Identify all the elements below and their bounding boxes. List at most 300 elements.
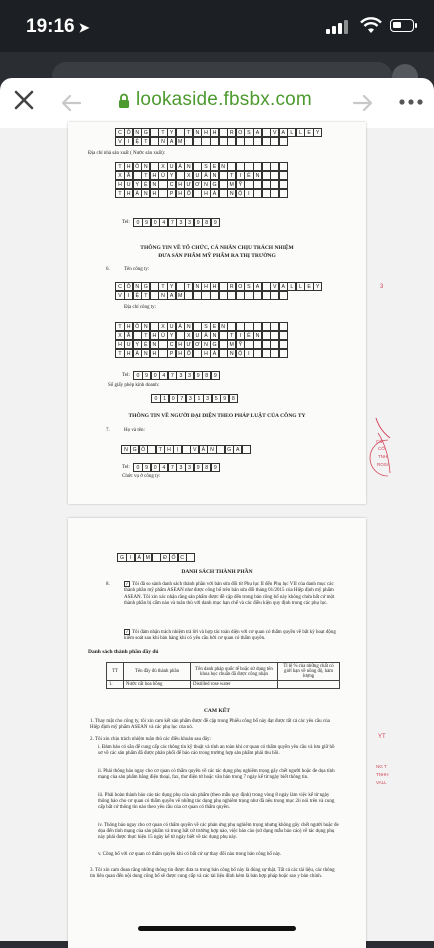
char-box: 7 xyxy=(168,218,177,227)
char-box: Ệ xyxy=(141,180,150,189)
char-box: H xyxy=(115,180,124,189)
char-box: 9 xyxy=(220,394,229,403)
char-box: N xyxy=(133,282,142,291)
char-box: X xyxy=(158,322,167,331)
char-box: G xyxy=(117,553,126,562)
char-box: Y xyxy=(313,128,322,137)
char-box: G xyxy=(130,445,139,454)
char-box: Ơ xyxy=(193,180,202,189)
char-box xyxy=(279,331,288,340)
table-cell: Nước cất hoa hồng xyxy=(124,681,191,689)
browser-toolbar xyxy=(0,78,434,128)
char-box: M xyxy=(227,340,236,349)
char-box: X xyxy=(158,162,167,171)
char-box: M xyxy=(176,291,185,300)
char-box: Y xyxy=(167,171,176,180)
char-box: Y xyxy=(167,128,176,137)
char-box: 9 xyxy=(211,371,220,380)
item-number: 8. xyxy=(106,582,110,587)
char-box: 8 xyxy=(202,463,211,472)
status-bar xyxy=(0,0,434,52)
char-box: Y xyxy=(133,340,142,349)
commitment-1: 1. Thay mặt cho công ty, tôi xin cam kết sản phẩm được đề cập trong Phiếu công bố này đạt được tất cả các yêu cầu của Hiệp định mỹ phẩm ASEAN và các phụ lục của nó. xyxy=(90,719,330,731)
manufacturer-address-label: Địa chỉ nhà sản xuất ( Nước sản xuất): xyxy=(88,151,165,156)
char-box: N xyxy=(219,322,228,331)
table-header: TT xyxy=(107,663,124,681)
char-box: T xyxy=(141,331,150,340)
char-box: I xyxy=(236,331,245,340)
char-box: H xyxy=(176,180,185,189)
char-box: L xyxy=(287,282,296,291)
char-box: A xyxy=(279,282,288,291)
char-box: S xyxy=(201,162,210,171)
box-row xyxy=(116,137,288,146)
char-box: Ệ xyxy=(133,137,142,146)
char-box: 3 xyxy=(176,463,185,472)
item-number: 7. xyxy=(106,428,110,433)
position-label: Chức vụ ở công ty: xyxy=(122,474,161,479)
char-box: A xyxy=(167,291,176,300)
name-label: Họ và tên: xyxy=(124,428,145,433)
char-box: H xyxy=(201,282,210,291)
table-header: Tỉ lệ % của những chất có giới hạn về nồng độ, hàm lượng xyxy=(278,663,340,681)
char-box: C xyxy=(167,180,176,189)
char-box: Â xyxy=(201,331,210,340)
char-box: Y xyxy=(133,180,142,189)
char-box: V xyxy=(190,445,199,454)
char-box: L xyxy=(287,128,296,137)
char-box xyxy=(279,162,288,171)
forward-arrow-icon[interactable] xyxy=(352,92,374,114)
char-box: N xyxy=(158,137,167,146)
char-box: H xyxy=(150,171,159,180)
char-box: Ơ xyxy=(193,340,202,349)
char-box: 9 xyxy=(211,463,220,472)
full-list-label: Danh sách thành phần đầy đủ xyxy=(88,649,159,655)
box-row xyxy=(116,291,288,300)
char-box: G xyxy=(210,180,219,189)
char-box: X xyxy=(184,331,193,340)
commitment-2-i: i. Đảm bảo có sẵn để cung cấp các thông tin kỹ thuật và tính an toàn khi cơ quan có thẩm quyền yêu cầu và lưu giữ hồ sơ về các sản phẩm đã được phân phối để báo cáo trong trường hợp sản phẩm phải thu hồi. xyxy=(98,745,335,757)
document-viewer[interactable] xyxy=(0,128,434,941)
char-box: H xyxy=(201,189,210,198)
box-row xyxy=(116,322,288,331)
char-box: N xyxy=(193,128,202,137)
char-box: G xyxy=(210,340,219,349)
char-box: Ô xyxy=(139,445,148,454)
char-box: G xyxy=(141,128,150,137)
checked-box-icon: ✓ xyxy=(125,629,129,634)
char-box: H xyxy=(124,349,133,358)
char-box: 9 xyxy=(142,463,151,472)
tel-boxes xyxy=(134,463,220,472)
char-box: N xyxy=(133,128,142,137)
char-box: Â xyxy=(199,445,208,454)
close-icon[interactable] xyxy=(12,88,36,112)
char-box: N xyxy=(201,180,210,189)
svg-text:ROSA: ROSA xyxy=(377,462,390,467)
char-box: 8 xyxy=(202,218,211,227)
char-box: 9 xyxy=(194,371,203,380)
char-box: Â xyxy=(176,162,185,171)
tel-label: Tel: xyxy=(122,465,130,470)
company-address-label: Địa chỉ công ty: xyxy=(124,305,157,310)
license-boxes xyxy=(152,394,238,403)
char-box xyxy=(279,349,288,358)
char-box: 7 xyxy=(168,463,177,472)
char-box: T xyxy=(141,291,150,300)
char-box: A xyxy=(167,137,176,146)
char-box: 7 xyxy=(177,394,186,403)
char-box: L xyxy=(296,282,305,291)
tel-label: Tel: xyxy=(122,220,130,225)
char-box: H xyxy=(176,340,185,349)
char-box: N xyxy=(193,282,202,291)
tel-boxes xyxy=(134,371,220,380)
char-box: Ỹ xyxy=(236,180,245,189)
char-box: 9 xyxy=(194,218,203,227)
char-box: N xyxy=(150,340,159,349)
cellular-signal-icon xyxy=(326,20,348,34)
char-box: T xyxy=(158,282,167,291)
char-box: T xyxy=(227,331,236,340)
char-box: T xyxy=(158,128,167,137)
char-box: S xyxy=(244,282,253,291)
stamp-fragment-icon xyxy=(374,258,392,444)
char-box: Ố xyxy=(184,349,193,358)
char-box: T xyxy=(184,282,193,291)
svg-text:CÔ: CÔ xyxy=(378,446,385,451)
char-box xyxy=(279,189,288,198)
char-box: U xyxy=(124,180,133,189)
table-cell: 1. xyxy=(107,681,124,689)
char-box: H xyxy=(124,322,133,331)
char-box: N xyxy=(253,331,262,340)
char-box: M xyxy=(227,180,236,189)
svg-text:TNHH: TNHH xyxy=(376,772,389,777)
char-box: À xyxy=(210,189,219,198)
char-box: Ủ xyxy=(158,331,167,340)
char-box: T xyxy=(141,171,150,180)
char-box: N xyxy=(219,162,228,171)
char-box: 9 xyxy=(211,218,220,227)
char-box: T xyxy=(227,171,236,180)
char-box: À xyxy=(133,349,142,358)
char-box: Ã xyxy=(124,331,133,340)
char-box: N xyxy=(227,349,236,358)
char-box: V xyxy=(115,137,124,146)
char-box: T xyxy=(115,162,124,171)
char-box: H xyxy=(201,128,210,137)
ingredients-title: DANH SÁCH THÀNH PHẦN xyxy=(181,569,253,575)
char-box: Ỹ xyxy=(236,340,245,349)
char-box: 4 xyxy=(159,218,168,227)
box-row xyxy=(116,340,288,349)
lock-icon xyxy=(118,93,130,109)
char-box: Â xyxy=(176,322,185,331)
document-page-1 xyxy=(68,122,366,504)
back-arrow-icon[interactable] xyxy=(60,92,82,114)
ingredients-table xyxy=(106,662,340,689)
char-box: E xyxy=(304,282,313,291)
commitment-2-iv: iv. Thông báo ngay cho cơ quan có thẩm quyền về các phản ứng phụ nghiêm trọng nhưng không gây chết người hoặc đe dọa đến tính mạng của sản phẩm và trong bất cứ trường hợp nào, việc báo cáo (sử dụng mẫu báo cáo) về tác dụng phụ này phải được thực hiện 15 ngày kể từ ngày biết về tác dụng phụ này. xyxy=(98,823,339,841)
char-box: 5 xyxy=(212,394,221,403)
char-box: 3 xyxy=(203,394,212,403)
battery-icon xyxy=(390,19,414,32)
commitment-2-ii: ii. Phải thông báo ngay cho cơ quan có thẩm quyền về các tác dụng phụ nghiêm trọng gây chết người hoặc đe dọa tính mạng của sản phẩm bằng điện thoại, fax, thư điện tử hoặc văn bản trong 7 ngày kể từ ngày biết thông tin. xyxy=(98,769,335,781)
char-box: Ố xyxy=(184,189,193,198)
char-box xyxy=(279,171,288,180)
char-box: Ê xyxy=(244,171,253,180)
declaration-2: ✓ Tôi đảm nhận trách nhiệm trả lời và hợp tác toàn diện với cơ quan có thẩm quyền về bất kỳ hoạt động kiểm soát sau khi bán hàng khi có yêu cầu bởi cơ quan có thẩm quyền. xyxy=(124,629,336,642)
char-box: Y xyxy=(167,282,176,291)
char-box: 3 xyxy=(176,371,185,380)
char-box: H xyxy=(115,340,124,349)
char-box: N xyxy=(210,331,219,340)
char-box: Ộ xyxy=(236,349,245,358)
char-box: U xyxy=(167,162,176,171)
char-box: Ộ xyxy=(236,189,245,198)
commitment-3: 3. Tôi xin cam đoan rằng những thông tin được đưa ra trong bản công bố này là đúng sự thật. Tất cả các tài liệu, các thông tin liên quan đến nội dung công bố sẽ được cung cấp và các tài liệu đính kèm là bản hợp pháp hoặc sao y bản chính. xyxy=(90,868,335,880)
document-page-2 xyxy=(68,518,366,948)
char-box: P xyxy=(167,189,176,198)
char-box: C xyxy=(115,128,124,137)
char-box: N xyxy=(201,340,210,349)
box-row xyxy=(116,282,322,291)
char-box: O xyxy=(236,128,245,137)
char-box xyxy=(279,340,288,349)
char-box: H xyxy=(124,189,133,198)
char-box: I xyxy=(124,137,133,146)
char-box: Ố xyxy=(169,553,178,562)
char-box: U xyxy=(193,171,202,180)
url-text[interactable]: lookaside.fbsbx.com xyxy=(136,89,312,110)
char-box: H xyxy=(150,189,159,198)
char-box: 3 xyxy=(185,463,194,472)
char-box: H xyxy=(176,349,185,358)
char-box: N xyxy=(227,189,236,198)
svg-text:TNH: TNH xyxy=(378,454,388,459)
section-subtitle: ĐƯA SẢN PHẨM MỸ PHẨM RA THỊ TRƯỜNG xyxy=(158,253,276,259)
char-box: M xyxy=(176,137,185,146)
tel-boxes xyxy=(134,218,220,227)
char-box: N xyxy=(150,180,159,189)
char-box: N xyxy=(207,445,216,454)
char-box: S xyxy=(201,322,210,331)
box-row xyxy=(116,331,288,340)
char-box: H xyxy=(150,331,159,340)
wifi-icon xyxy=(360,18,382,34)
char-box: Ị xyxy=(173,445,182,454)
commitment-2-iii: iii. Phải hoàn thành báo cáo tác dụng phụ của sản phẩm (theo mẫu quy định) trong vòng 8 ngày làm việc kể từ ngày thông báo cho cơ quan có thẩm quyền về những tác dụng phụ nghiêm trọng như đã nêu trong mục 2ii nói trên và cung cấp bất cứ thông tin nào theo yêu cầu của cơ quan có thẩm quyền. xyxy=(98,793,335,811)
char-box: 0 xyxy=(151,371,160,380)
svg-text:3: 3 xyxy=(380,284,384,290)
char-box xyxy=(242,445,251,454)
char-box: N xyxy=(141,162,150,171)
char-box: Á xyxy=(135,553,144,562)
char-box: N xyxy=(141,349,150,358)
char-box: 7 xyxy=(168,371,177,380)
char-box: N xyxy=(184,322,193,331)
char-box: Ê xyxy=(244,331,253,340)
char-box: 3 xyxy=(186,394,195,403)
svg-text:NG T: NG T xyxy=(376,764,387,769)
svg-text:CÔ: CÔ xyxy=(376,439,383,444)
char-box xyxy=(279,180,288,189)
char-box: H xyxy=(150,349,159,358)
char-box: N xyxy=(253,171,262,180)
char-box: X xyxy=(184,171,193,180)
table-cell: Distilled rose water xyxy=(191,681,278,689)
char-box: T xyxy=(115,189,124,198)
char-box: Ư xyxy=(184,180,193,189)
char-box: 0 xyxy=(133,463,142,472)
char-box: H xyxy=(124,162,133,171)
char-box xyxy=(186,553,195,562)
char-box: Ủ xyxy=(158,171,167,180)
char-box: Y xyxy=(313,282,322,291)
char-box: X xyxy=(115,331,124,340)
char-box: Ô xyxy=(124,128,133,137)
char-box: P xyxy=(167,349,176,358)
char-box: C xyxy=(115,282,124,291)
char-box: H xyxy=(210,282,219,291)
char-box: H xyxy=(164,445,173,454)
section-title: THÔNG TIN VỀ NGƯỜI ĐẠI DIỆN THEO PHÁP LUẬT CỦA CÔNG TY xyxy=(128,413,306,419)
stamp-fragment-icon xyxy=(376,438,392,478)
stamp-fragment-icon xyxy=(374,728,392,798)
char-box: 0 xyxy=(133,371,142,380)
char-box: Ệ xyxy=(141,340,150,349)
location-arrow-icon: ➤ xyxy=(78,20,90,35)
char-box: 0 xyxy=(151,218,160,227)
char-box: 1 xyxy=(160,394,169,403)
char-box: A xyxy=(279,128,288,137)
section-title: THÔNG TIN VỀ TỔ CHỨC, CÁ NHÂN CHỊU TRÁCH NHIỆM xyxy=(140,245,294,251)
char-box: N xyxy=(158,291,167,300)
declaration-1: ✓ Tôi đã so sánh danh sách thành phần với bản sửa đổi từ Phụ lục II đến Phụ lục VII của danh mục các thành phần mỹ phẩm ASEAN như được công bố trên bản sửa đổi tháng 01/2015 của Hiệp định mỹ phẩm ASEAN. Tôi xin xác nhận rằng sản phẩm được đề cập đến trong bản công bố này không chứa bất cứ một thành phần bị cấm nào và tuân thủ với danh mục hạn chế và các điều kiện quy định trong các phụ lục. xyxy=(124,581,335,606)
char-box: N xyxy=(121,445,130,454)
char-box: 0 xyxy=(151,394,160,403)
char-box: I xyxy=(244,189,253,198)
tel-label: Tel: xyxy=(122,373,130,378)
svg-text:VALL: VALL xyxy=(376,780,387,785)
char-box: 9 xyxy=(194,463,203,472)
char-box: I xyxy=(244,349,253,358)
char-box: N xyxy=(141,322,150,331)
char-box: N xyxy=(210,171,219,180)
char-box: 8 xyxy=(202,371,211,380)
char-box: S xyxy=(244,128,253,137)
char-box: Ệ xyxy=(133,291,142,300)
char-box: À xyxy=(133,189,142,198)
char-box: H xyxy=(201,349,210,358)
char-box: Â xyxy=(201,171,210,180)
table-row xyxy=(107,681,340,689)
char-box: 3 xyxy=(185,218,194,227)
char-box: L xyxy=(296,128,305,137)
table-header: Tên danh pháp quốc tế hoặc sử dụng tên khoa học chuẩn đã được công nhận xyxy=(191,663,278,681)
char-box: O xyxy=(236,282,245,291)
char-box: Ô xyxy=(133,322,142,331)
char-box: X xyxy=(115,171,124,180)
char-box: V xyxy=(270,282,279,291)
char-box: 9 xyxy=(142,218,151,227)
clock: 19:16 ➤ xyxy=(26,16,90,37)
char-box: 1 xyxy=(194,394,203,403)
char-box: N xyxy=(141,189,150,198)
char-box: U xyxy=(167,322,176,331)
char-box: Ã xyxy=(124,171,133,180)
char-box: I xyxy=(124,291,133,300)
commitment-2: 2. Tôi xin chịu trách nhiệm tuân thủ các điều khoản sau đây: xyxy=(90,737,211,742)
char-box: H xyxy=(210,128,219,137)
commitment-title: CAM KẾT xyxy=(203,708,231,714)
char-box: T xyxy=(184,128,193,137)
char-box: H xyxy=(176,189,185,198)
char-box: T xyxy=(156,445,165,454)
more-options-icon[interactable] xyxy=(398,92,424,112)
char-box: E xyxy=(210,322,219,331)
char-box xyxy=(279,322,288,331)
table-cell xyxy=(278,681,340,689)
char-box: N xyxy=(184,162,193,171)
char-box: R xyxy=(227,128,236,137)
char-box: U xyxy=(124,340,133,349)
license-label: Số giấy phép kinh doanh: xyxy=(108,383,160,388)
char-box: V xyxy=(115,291,124,300)
char-box: V xyxy=(270,128,279,137)
commitment-2-v: v. Công bố với cơ quan có thẩm quyền khi có bất cứ sự thay đổi nào trong bản công bố này. xyxy=(98,852,282,857)
char-box: 8 xyxy=(229,394,238,403)
char-box xyxy=(279,137,288,146)
char-box: E xyxy=(210,162,219,171)
char-box: R xyxy=(227,282,236,291)
box-row xyxy=(116,189,288,198)
char-box: Ô xyxy=(124,282,133,291)
char-box: 0 xyxy=(169,394,178,403)
char-box: C xyxy=(178,553,187,562)
char-box: 0 xyxy=(133,218,142,227)
box-row xyxy=(116,128,322,137)
char-box: A xyxy=(253,128,262,137)
table-header-row xyxy=(107,663,340,681)
char-box: A xyxy=(233,445,242,454)
char-box: M xyxy=(143,553,152,562)
char-box: 3 xyxy=(176,218,185,227)
box-row xyxy=(116,162,288,171)
char-box: 4 xyxy=(159,463,168,472)
char-box: E xyxy=(304,128,313,137)
char-box: 0 xyxy=(151,463,160,472)
char-box: Ô xyxy=(133,162,142,171)
char-box: T xyxy=(141,137,150,146)
char-box: U xyxy=(193,331,202,340)
char-box: Đ xyxy=(160,553,169,562)
char-box: G xyxy=(225,445,234,454)
char-box: Ư xyxy=(184,340,193,349)
char-box: C xyxy=(167,340,176,349)
char-box: À xyxy=(210,349,219,358)
position-boxes xyxy=(118,553,195,562)
char-box xyxy=(279,291,288,300)
char-box: T xyxy=(115,349,124,358)
char-box: Y xyxy=(167,331,176,340)
char-box: 9 xyxy=(142,371,151,380)
char-box: G xyxy=(141,282,150,291)
char-box: I xyxy=(236,171,245,180)
box-row xyxy=(116,171,288,180)
